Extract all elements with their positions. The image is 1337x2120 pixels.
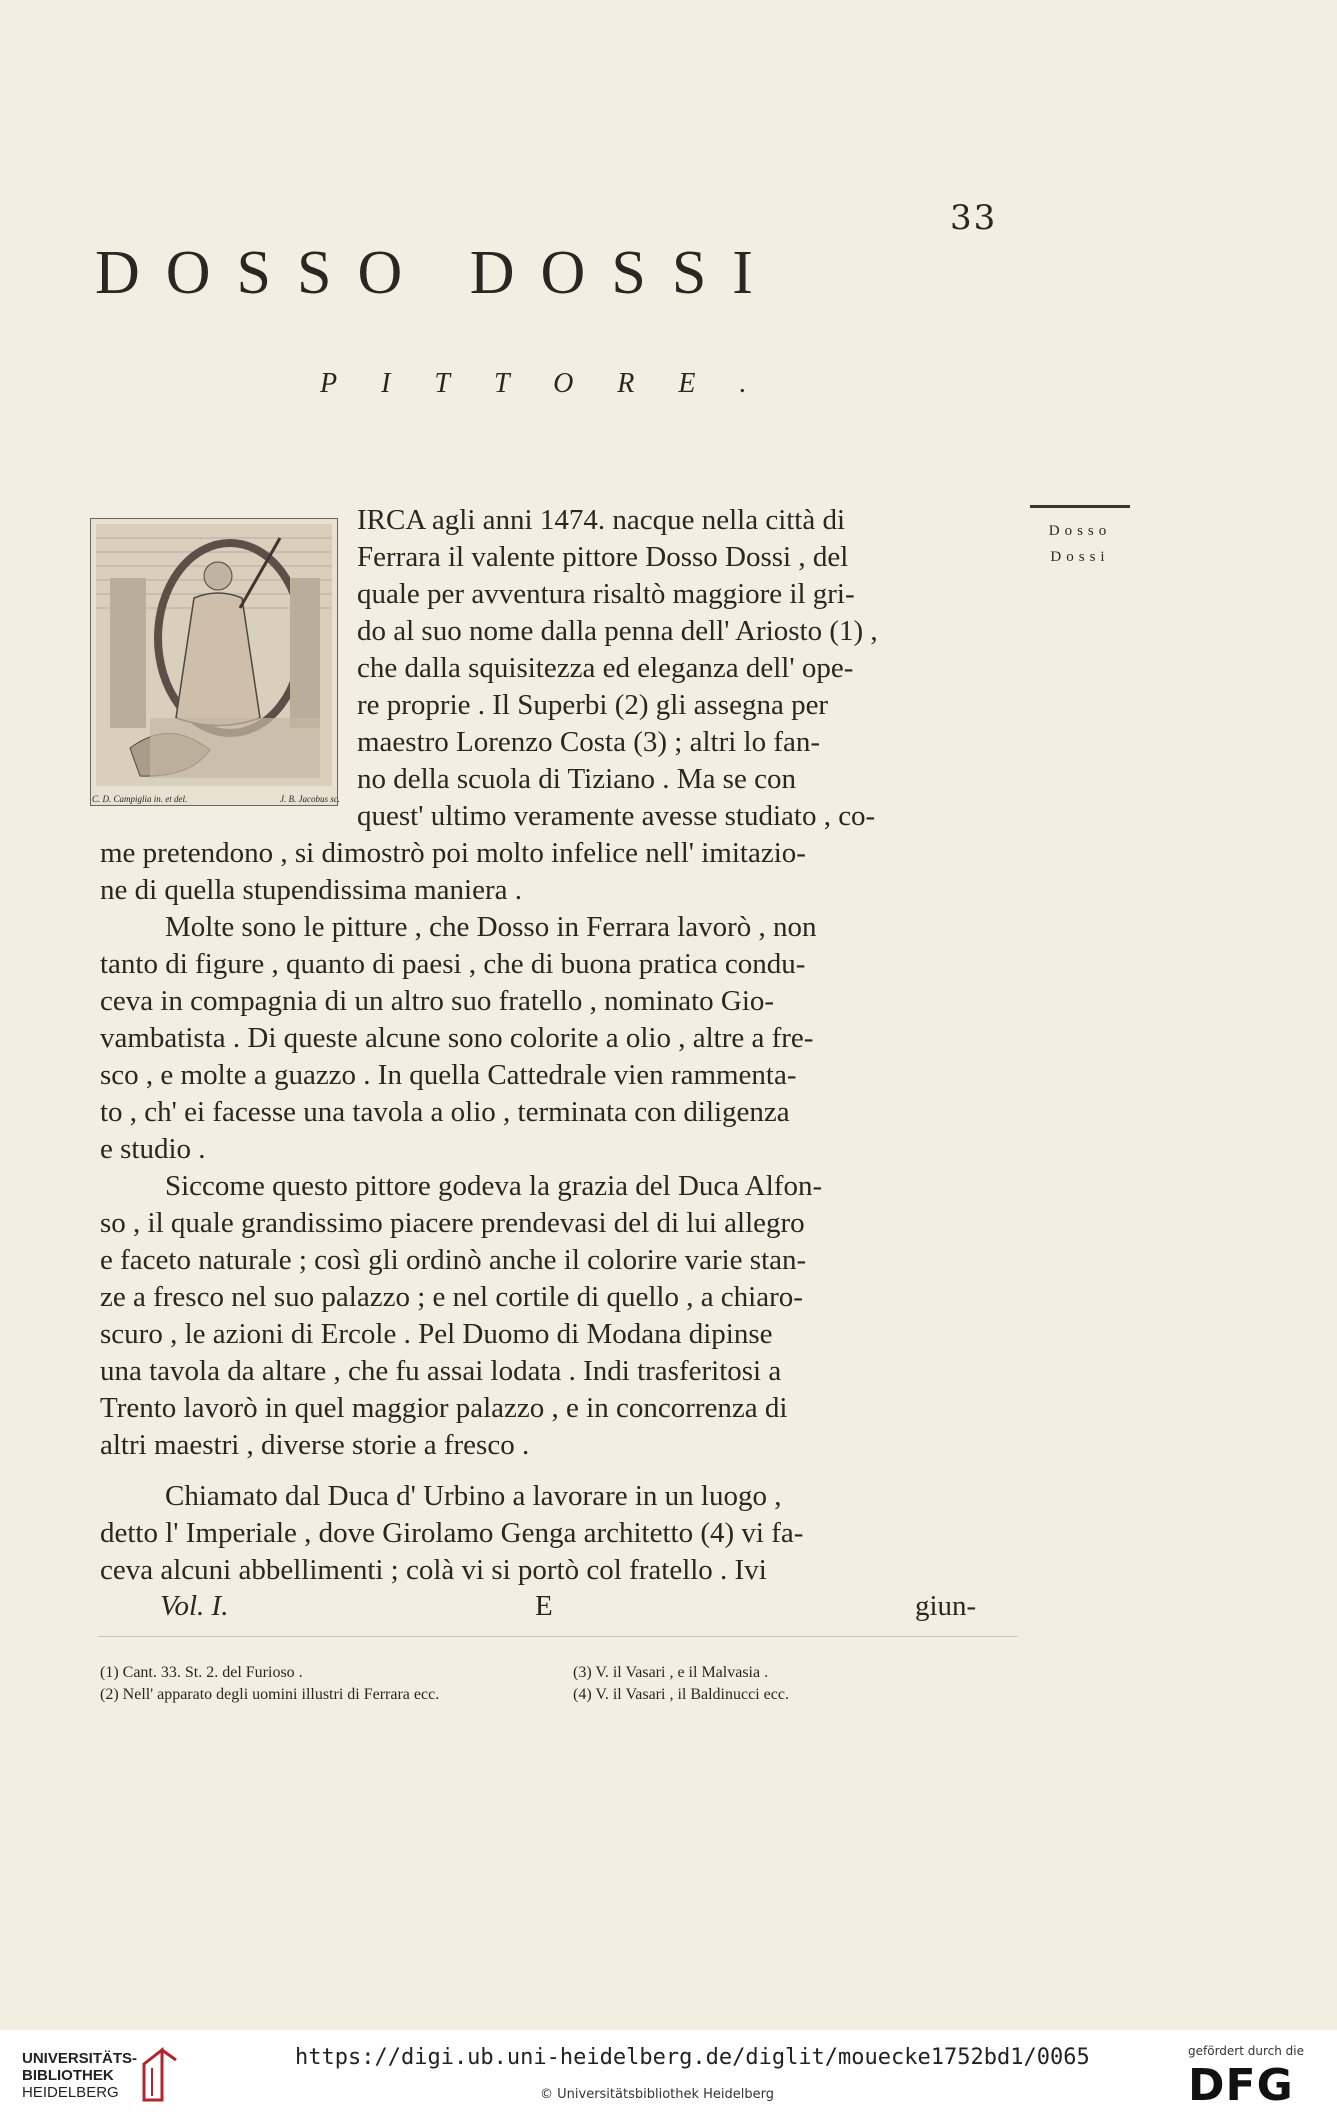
engraving-credits [92, 794, 340, 804]
engraving-credit-left: C. D. Campiglia in. et del. [92, 794, 188, 804]
body-line: me pretendono , si dimostrò poi molto infelice nell' imitazio- [100, 837, 806, 869]
volume-mark: Vol. I. [160, 1590, 229, 1622]
body-line: do al suo nome dalla penna dell' Ariosto (1) , [357, 615, 878, 647]
body-line: quale per avventura risaltò maggiore il gri- [357, 578, 855, 610]
catchword: giun- [915, 1590, 977, 1622]
body-line: IRCA agli anni 1474. nacque nella città di [357, 504, 846, 536]
body-line: sco , e molte a guazzo . In quella Cattedrale vien rammenta- [100, 1059, 797, 1091]
margin-note [1030, 505, 1130, 570]
footnote-separator [98, 1636, 1018, 1637]
body-line: Ferrara il valente pittore Dosso Dossi , del [357, 541, 849, 573]
library-logo [22, 2050, 137, 2101]
margin-rule [1030, 505, 1130, 508]
body-line: Siccome questo pittore godeva la grazia del Duca Alfon- [165, 1170, 823, 1202]
body-line: no della scuola di Tiziano . Ma se con [357, 763, 796, 795]
body-line: una tavola da altare , che fu assai lodata . Indi trasferitosi a [100, 1355, 782, 1387]
funding-caption: gefördert durch die [1188, 2044, 1304, 2058]
body-line: che dalla squisitezza ed eleganza dell' ope- [357, 652, 854, 684]
viewer-footer [0, 2030, 1337, 2120]
body-line: ceva in compagnia di un altro suo fratello , nominato Gio- [100, 985, 775, 1017]
body-line: re proprie . Il Superbi (2) gli assegna per [357, 689, 829, 721]
body-line: quest' ultimo veramente avesse studiato , co- [357, 800, 876, 832]
body-line: maestro Lorenzo Costa (3) ; altri lo fan- [357, 726, 821, 758]
body-line: Trento lavorò in quel maggior palazzo , e in concorrenza di [100, 1392, 788, 1424]
margin-note-line: Dosso [1048, 523, 1112, 539]
body-line: ze a fresco nel suo palazzo ; e nel cortile di quello , a chiaro- [100, 1281, 803, 1313]
library-name-line2: BIBLIOTHEK [22, 2067, 114, 2084]
body-line: scuro , le azioni di Ercole . Pel Duomo di Modana dipinse [100, 1318, 773, 1350]
body-line: ceva alcuni abbellimenti ; colà vi si portò col fratello . Ivi [100, 1554, 767, 1586]
body-line: e faceto naturale ; così gli ordinò anche il colorire varie stan- [100, 1244, 807, 1276]
footnote: (3) V. il Vasari , e il Malvasia . [573, 1664, 769, 1681]
footnote: (4) V. il Vasari , il Baldinucci ecc. [573, 1686, 789, 1703]
footnote: (2) Nell' apparato degli uomini illustri di Ferrara ecc. [100, 1686, 440, 1703]
page-subtitle: PITTORE. [320, 368, 791, 399]
body-line: vambatista . Di queste alcune sono colorite a olio , altre a fre- [100, 1022, 814, 1054]
permalink-url[interactable]: https://digi.ub.uni-heidelberg.de/diglit/mouecke1752bd1/0065 [295, 2045, 1090, 2070]
engraving-illustration [90, 518, 338, 806]
body-line: tanto di figure , quanto di paesi , che di buona pratica condu- [100, 948, 806, 980]
page-number: 33 [950, 198, 998, 238]
page-title: DOSSO DOSSI [95, 239, 779, 307]
library-emblem-icon [140, 2046, 180, 2104]
footnote: (1) Cant. 33. St. 2. del Furioso . [100, 1664, 303, 1681]
library-name-line1: UNIVERSITÄTS- [22, 2050, 138, 2067]
dfg-logo: DFG [1188, 2060, 1294, 2111]
body-line: Molte sono le pitture , che Dosso in Ferrara lavorò , non [165, 911, 817, 943]
library-name-line3: HEIDELBERG [22, 2084, 119, 2101]
body-line: detto l' Imperiale , dove Girolamo Genga architetto (4) vi fa- [100, 1517, 804, 1549]
copyright-notice: © Universitätsbibliothek Heidelberg [540, 2087, 775, 2102]
engraving-credit-right: J. B. Jacobus sc. [280, 794, 340, 804]
body-line: to , ch' ei facesse una tavola a olio , terminata con diligenza [100, 1096, 790, 1128]
body-line: Chiamato dal Duca d' Urbino a lavorare in un luogo , [165, 1480, 782, 1512]
body-line: ne di quella stupendissima maniera . [100, 874, 523, 906]
signature-mark: E [535, 1590, 553, 1622]
body-line: so , il quale grandissimo piacere prendevasi del di lui allegro [100, 1207, 805, 1239]
margin-note-line: Dossi [1050, 549, 1110, 565]
body-line: e studio . [100, 1133, 206, 1165]
body-line: altri maestri , diverse storie a fresco . [100, 1429, 530, 1461]
